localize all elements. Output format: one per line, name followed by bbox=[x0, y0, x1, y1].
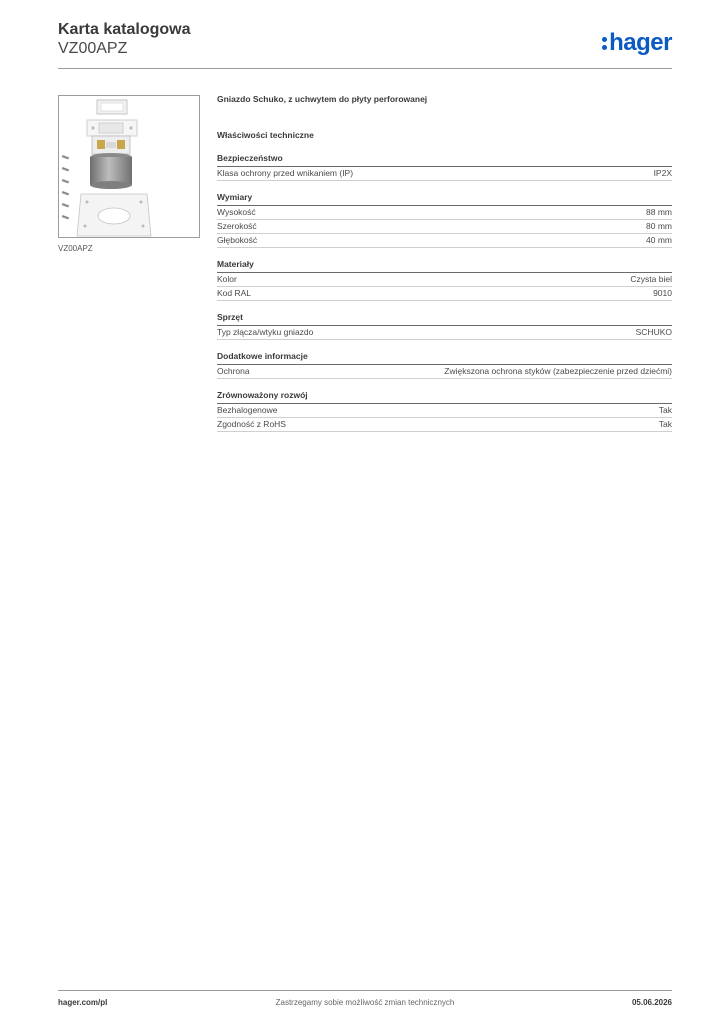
spec-section bbox=[217, 191, 672, 248]
spec-row bbox=[217, 234, 672, 248]
section-title: Zrównoważony rozwój bbox=[217, 389, 672, 404]
spec-sections bbox=[217, 152, 672, 432]
header-divider bbox=[58, 68, 672, 69]
spec-label: Szerokość bbox=[217, 221, 257, 231]
spec-label: Kolor bbox=[217, 274, 237, 284]
footer-notice: Zastrzegamy sobie możliwość zmian technicznych bbox=[275, 998, 455, 1007]
section-title: Bezpieczeństwo bbox=[217, 152, 672, 167]
spec-label: Głębokość bbox=[217, 235, 258, 245]
socket-exploded-view-icon bbox=[59, 96, 199, 237]
logo-text: hager bbox=[609, 29, 672, 56]
spec-label: Kod RAL bbox=[217, 288, 252, 298]
spec-row bbox=[217, 220, 672, 234]
footer-website[interactable]: hager.com/pl bbox=[58, 998, 108, 1007]
spec-row bbox=[217, 404, 672, 418]
product-image bbox=[58, 95, 200, 238]
spec-section bbox=[217, 258, 672, 301]
section-title: Wymiary bbox=[217, 191, 672, 206]
spec-value: 88 mm bbox=[646, 207, 672, 217]
spec-value: Zwiększona ochrona styków (zabezpieczenie przed dziećmi) bbox=[444, 366, 672, 376]
spec-row bbox=[217, 326, 672, 340]
spec-value: 40 mm bbox=[646, 235, 672, 245]
spec-label: Zgodność z RoHS bbox=[217, 419, 286, 429]
spec-row bbox=[217, 365, 672, 379]
page-header bbox=[58, 20, 672, 70]
section-title: Dodatkowe informacje bbox=[217, 350, 672, 365]
spec-label: Ochrona bbox=[217, 366, 250, 376]
spec-value: 80 mm bbox=[646, 221, 672, 231]
product-code: VZ00APZ bbox=[58, 40, 128, 57]
spec-section bbox=[217, 350, 672, 379]
spec-value: IP2X bbox=[653, 168, 672, 178]
spec-label: Bezhalogenowe bbox=[217, 405, 278, 415]
image-caption: VZ00APZ bbox=[58, 244, 93, 253]
spec-row bbox=[217, 273, 672, 287]
technical-specs bbox=[217, 92, 672, 432]
spec-row bbox=[217, 206, 672, 220]
spec-value: Czysta biel bbox=[630, 274, 672, 284]
properties-heading: Właściwości techniczne bbox=[217, 130, 314, 140]
spec-row bbox=[217, 167, 672, 181]
hager-logo bbox=[602, 30, 672, 56]
spec-row bbox=[217, 287, 672, 301]
footer-divider bbox=[58, 990, 672, 991]
product-description: Gniazdo Schuko, z uchwytem do płyty perforowanej bbox=[217, 94, 428, 104]
spec-section bbox=[217, 152, 672, 181]
spec-section bbox=[217, 311, 672, 340]
spec-label: Typ złącza/wtyku gniazdo bbox=[217, 327, 314, 337]
spec-label: Wysokość bbox=[217, 207, 256, 217]
spec-value: Tak bbox=[658, 405, 672, 415]
section-title: Sprzęt bbox=[217, 311, 672, 326]
spec-value: 9010 bbox=[653, 288, 672, 298]
spec-value: Tak bbox=[658, 419, 672, 429]
spec-value: SCHUKO bbox=[635, 327, 672, 337]
document-title: Karta katalogowa bbox=[58, 21, 191, 38]
spec-row bbox=[217, 418, 672, 432]
spec-label: Klasa ochrony przed wnikaniem (IP) bbox=[217, 168, 354, 178]
logo-dots-icon bbox=[602, 33, 608, 51]
spec-section bbox=[217, 389, 672, 432]
section-title: Materiały bbox=[217, 258, 672, 273]
footer-date: 05.06.2026 bbox=[631, 998, 672, 1007]
